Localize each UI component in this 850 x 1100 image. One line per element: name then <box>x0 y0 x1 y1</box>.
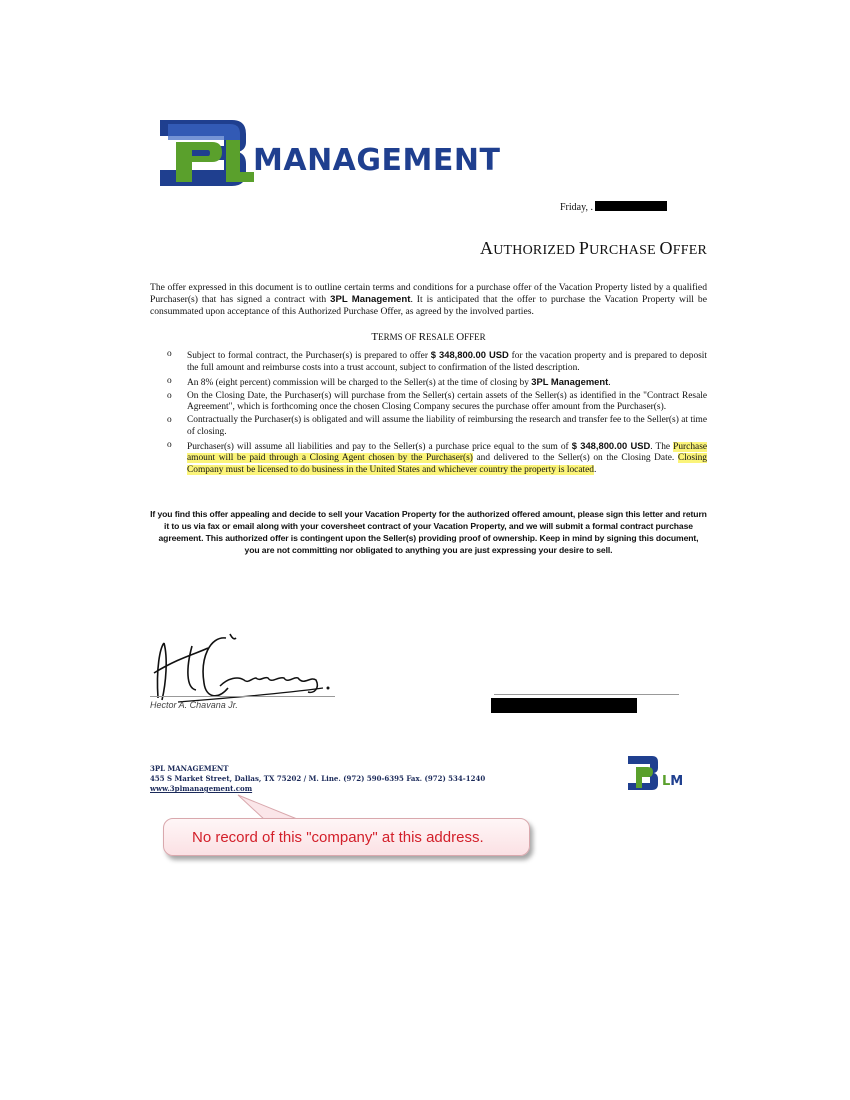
list-item: o Purchaser(s) will assume all liabilities and pay to the Seller(s) a purchase price equal to the sum of $ 348,800.00 USD. The Purchase amount will be paid through a Closing Agent chosen by the Purchaser(s) and delivered to the Seller(s) on the Closing Date. Closing Company must be licensed to do business in the United States and whichever country the property is located. <box>167 439 707 475</box>
footer-company: 3PL MANAGEMENT <box>150 764 229 773</box>
list-item: o On the Closing Date, the Purchaser(s) will purchase from the Seller(s) certain assets of the Seller(s) as identified in the "Contract Resale Agreement", which is forthcoming once the chosen Closing Company secures the purchase offer amount from the Purchaser(s). <box>167 390 707 412</box>
footer-url[interactable]: www.3plmanagement.com <box>150 784 253 793</box>
terms-heading: TERMS OF RESALE OFFER <box>371 331 486 343</box>
annotation-callout: No record of this "company" at this address. <box>163 818 530 856</box>
svg-text:LM <box>662 774 683 789</box>
logo-wordmark: MANAGEMENT <box>253 143 501 178</box>
date-label: Friday, . <box>560 202 593 213</box>
redacted-date <box>595 201 667 211</box>
highlight: Closing Company must be licensed to do business in the United States and whichever country the property is located <box>187 453 707 475</box>
small-logo-letter-l: L <box>662 774 671 789</box>
terms-list <box>165 349 707 478</box>
footer-address: 455 S Market Street, Dallas, TX 75202 / M. Line. (972) 590-6395 Fax. (972) 534-1240 <box>150 774 486 783</box>
document-title: AUTHORIZED PURCHASE OFFER <box>480 238 707 258</box>
date-line <box>560 201 708 213</box>
list-item: o Contractually the Purchaser(s) is obligated and will assume the liability of reimbursing the research and transfer fee to the Seller(s) at time of closing. <box>167 415 707 437</box>
signer-name: Hector A. Chavana Jr. <box>150 700 238 710</box>
closing-paragraph: If you find this offer appealing and decide to sell your Vacation Property for the authorized offered amount, please sign this letter and return it to us via fax or email along with your coversheet contract of your Vacation Property, and we will submit a formal contract purchase agreement. This authorized offer is contingent upon the Seller(s) providing proof of ownership. Keep in mind by signing this document, you are not committing nor obligated to anything you are just expressing your desire to sell. <box>150 509 707 555</box>
signature-line <box>150 696 335 697</box>
small-logo <box>626 752 702 794</box>
small-logo-letter-m: M <box>670 774 684 789</box>
seller-signature-line <box>494 694 679 695</box>
highlight: Purchase amount will be paid through a Closing Agent chosen by the Purchaser(s) <box>187 441 707 463</box>
list-item: o An 8% (eight percent) commission will be charged to the Seller(s) at the time of closing by 3PL Management. <box>167 375 611 388</box>
footer <box>150 764 485 794</box>
list-item: o Subject to formal contract, the Purchaser(s) is prepared to offer $ 348,800.00 USD for the vacation property and is prepared to deposit the full amount and reimburse costs into a trust account, subject to confirmation of the listed description. <box>167 349 707 373</box>
intro-paragraph: The offer expressed in this document is to outline certain terms and conditions for a purchase offer of the Vacation Property listed by a qualified Purchaser(s) that has signed a contract with 3PL Management. It is anticipated that the offer to purchase the Vacation Property will be consummated upon acceptance of this Authorized Purchase Offer, as agreed by the involved parties. <box>150 282 707 317</box>
redacted-seller-name <box>491 698 637 713</box>
